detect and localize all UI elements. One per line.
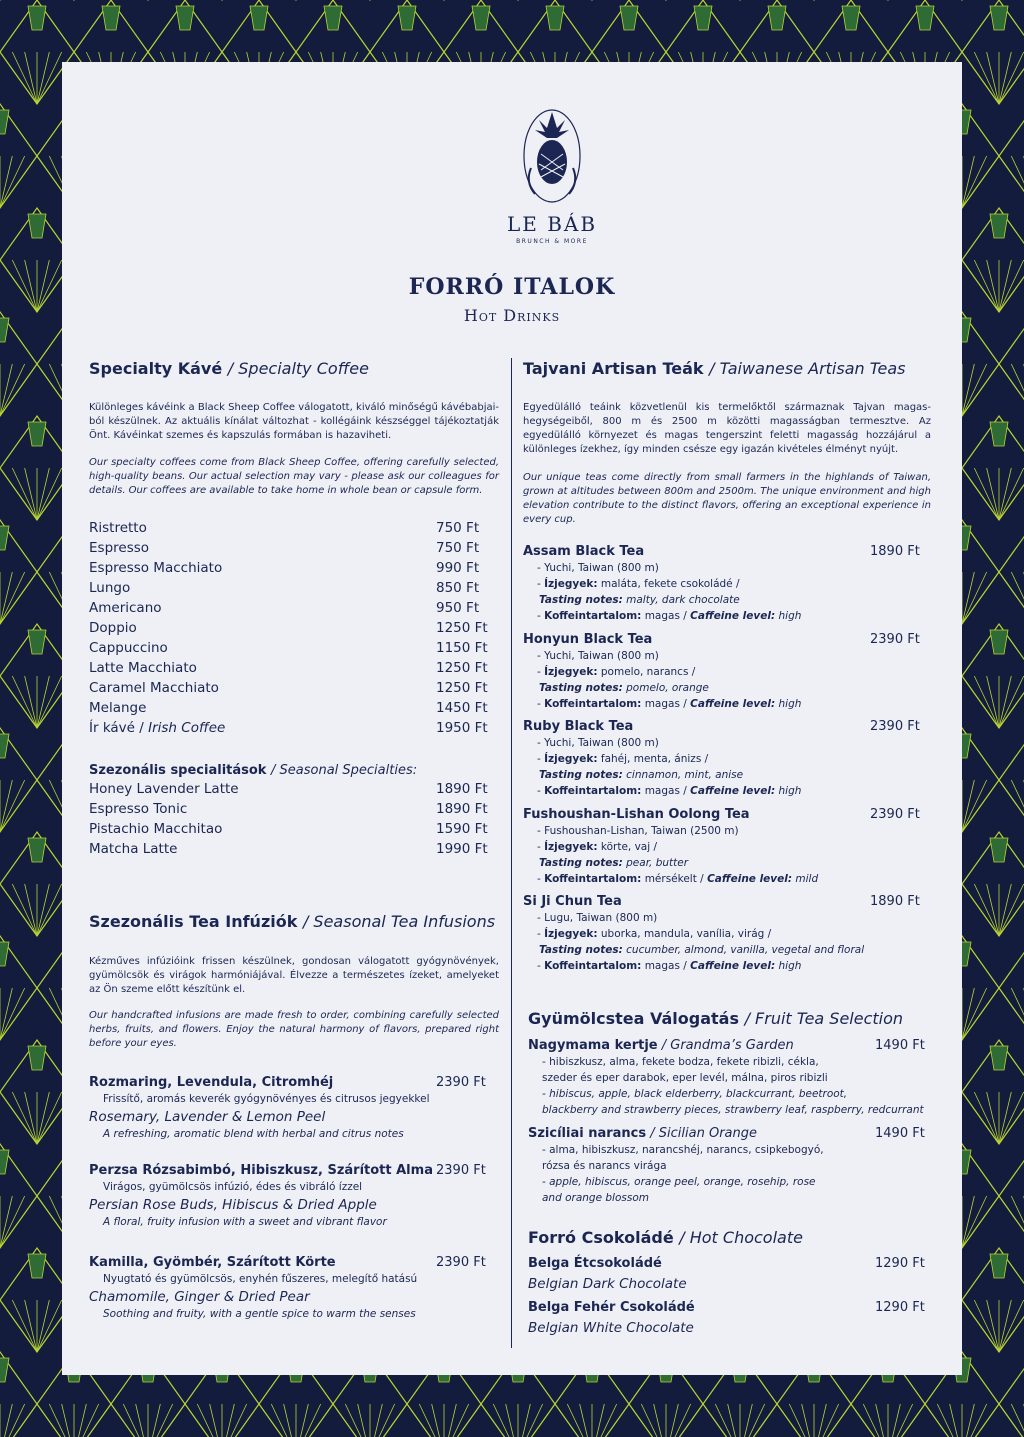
page-subtitle: Hot Drinks <box>463 306 561 325</box>
menu-item: Doppio 1250 Ft <box>89 620 488 636</box>
teas-desc-en: Our unique teas come directly from small farmers in the highlands of Taiwan, grown at altitudes between 800m and 2500m. The unique environment and high elevation contribute to the distinct flavors, offering an exceptional experience in every cup. <box>523 472 931 525</box>
menu-item: Cappuccino 1150 Ft <box>89 640 488 656</box>
coffee-section-title <box>89 359 369 378</box>
infusion-item: Kamilla, Gyömbér, Szárított Körte 2390 Ft Nyugtató és gyümölcsös, enyhén fűszeres, melegítő hatású Chamomile, Ginger & Dried Pear Soothing and fruity, with a gentle spice to warm the senses <box>89 1255 486 1320</box>
brand-tagline: BRUNCH & MORE <box>516 238 588 245</box>
page-title: FORRÓ ITALOK <box>408 274 616 300</box>
coffee-desc-hu: Különleges kávéink a Black Sheep Coffee válogatott, kiváló minőségű kávébabjai-ból készülnek. Az aktuális kínálat változhat - kollégáink készséggel tájékoztatják Önt. Kávéinkat szemes és kapszulás formában is hazaviheti. <box>89 402 499 441</box>
tea-item: Honyun Black Tea 2390 Ft - Yuchi, Taiwan (800 m) - Ízjegyek: pomelo, narancs / Tasting notes: pomelo, orange - Koffeintartalom: magas / Caffeine level: high <box>523 632 920 710</box>
infusions-desc-hu: Kézműves infúzióink frissen készülnek, gondosan válogatott gyógynövények, gyümölcsök és virágok harmóniájával. Élvezze a természetes ízeket, amelyeket az Ön szeme előtt készítünk el. <box>89 956 499 995</box>
logo <box>502 98 602 248</box>
infusion-item: Perzsa Rózsabimbó, Hibiszkusz, Szárított Alma 2390 Ft Virágos, gyümölcsös infúzió, édes és vibráló ízzel Persian Rose Buds, Hibiscus & Dried Apple A floral, fruity infusion with a sweet and vibrant flavor <box>89 1163 486 1228</box>
teas-desc-hu: Egyedülálló teáink közvetlenül kis termelőktől származnak Tajvan magas-hegységeiből, 800 m és 2500 m közötti magasságban termesztve. Az egyedülálló környezet és magas tengerszint feletti magasság hozzájárul a különleges ízekhez, így minden csésze egy igazán kivételes élményt nyújt. <box>523 402 931 455</box>
fruit-section-title: Gyümölcstea Válogatás / Fruit Tea Selection <box>528 1009 904 1028</box>
column-divider <box>511 358 512 1348</box>
menu-item: Espresso Macchiato 990 Ft <box>89 560 480 576</box>
seasonal-specialties-title: Szezonális specialitások / Seasonal Specialties: <box>89 763 418 778</box>
menu-item: Pistachio Macchitao 1590 Ft <box>89 821 488 837</box>
coffee-title-en: / Specialty Coffee <box>227 359 369 378</box>
brand-name: LE BÁB <box>506 212 598 236</box>
fruit-tea-item: Szicíliai narancs / Sicilian Orange 1490 Ft - alma, hibiszkusz, narancshéj, narancs, csipkebogyó, rózsa és narancs virága - apple, hibiscus, orange peel, orange, rosehip, rose and orange blossom <box>528 1126 925 1204</box>
menu-item: Ír kávé / Irish Coffee 1950 Ft <box>89 720 488 736</box>
menu-item: Melange 1450 Ft <box>89 700 488 716</box>
infusions-desc-en: Our handcrafted infusions are made fresh to order, combining carefully selected herbs, fruits, and flowers. Enjoy the natural harmony of flavors, prepared right before your eyes. <box>89 1010 499 1049</box>
coffee-list <box>89 520 499 740</box>
menu-item: Espresso 750 Ft <box>89 540 480 556</box>
menu-item: Matcha Latte 1990 Ft <box>89 841 488 857</box>
tea-item: Assam Black Tea 1890 Ft - Yuchi, Taiwan (800 m) - Ízjegyek: maláta, fekete csokoládé / Tasting notes: malty, dark chocolate - Koffeintartalom: magas / Caffeine level: high <box>523 544 920 622</box>
menu-item: Lungo 850 Ft <box>89 580 480 596</box>
infusions-section-title: Szezonális Tea Infúziók / Seasonal Tea Infusions <box>89 912 496 931</box>
teas-section-title: Tajvani Artisan Teák / Taiwanese Artisan Teas <box>523 359 906 378</box>
coffee-title-hu: Specialty Kávé <box>89 359 223 378</box>
chocolate-item: Belga Fehér Csokoládé 1290 Ft Belgian White Chocolate <box>528 1300 925 1336</box>
menu-item: Latte Macchiato 1250 Ft <box>89 660 488 676</box>
infusion-item: Rozmaring, Levendula, Citromhéj 2390 Ft Frissítő, aromás keverék gyógynövényes és citrusos jegyekkel Rosemary, Lavender & Lemon Peel A refreshing, aromatic blend with herbal and citrus notes <box>89 1075 486 1140</box>
coffee-desc-en: Our specialty coffees come from Black Sheep Coffee, offering carefully selected, high-quality beans. Our actual selection may vary - please ask our colleagues for details. Our coffees are available to take home in whole bean or capsule form. <box>89 457 499 496</box>
chocolate-section-title: Forró Csokoládé / Hot Chocolate <box>528 1228 803 1247</box>
menu-item: Espresso Tonic 1890 Ft <box>89 801 488 817</box>
pineapple-logo-icon <box>517 98 587 208</box>
tea-item: Si Ji Chun Tea 1890 Ft - Lugu, Taiwan (800 m) - Ízjegyek: uborka, mandula, vanília, virág / Tasting notes: cucumber, almond, vanilla, vegetal and floral - Koffeintartalom: magas / Caffeine level: high <box>523 894 920 972</box>
menu-item: Caramel Macchiato 1250 Ft <box>89 680 488 696</box>
menu-card <box>62 62 962 1375</box>
menu-item: Honey Lavender Latte 1890 Ft <box>89 781 488 797</box>
fruit-tea-item: Nagymama kertje / Grandma’s Garden 1490 Ft - hibiszkusz, alma, fekete bodza, fekete ribizli, cékla, szeder és eper darabok, eper levél, málna, piros ribizli - hibiscus, apple, black elderberry, blackcurrant, beetroot, blackberry and strawberry pieces, strawberry leaf, raspberry, redcurrant <box>528 1038 925 1116</box>
chocolate-item: Belga Étcsokoládé 1290 Ft Belgian Dark Chocolate <box>528 1256 925 1292</box>
seasonal-list <box>89 781 499 861</box>
tea-item: Ruby Black Tea 2390 Ft - Yuchi, Taiwan (800 m) - Ízjegyek: fahéj, menta, ánizs / Tasting notes: cinnamon, mint, anise - Koffeintartalom: magas / Caffeine level: high <box>523 719 920 797</box>
menu-item: Americano 950 Ft <box>89 600 480 616</box>
menu-item: Ristretto 750 Ft <box>89 520 480 536</box>
tea-item: Fushoushan-Lishan Oolong Tea 2390 Ft - Fushoushan-Lishan, Taiwan (2500 m) - Ízjegyek: körte, vaj / Tasting notes: pear, butter - Koffeintartalom: mérsékelt / Caffeine level: mild <box>523 807 920 885</box>
